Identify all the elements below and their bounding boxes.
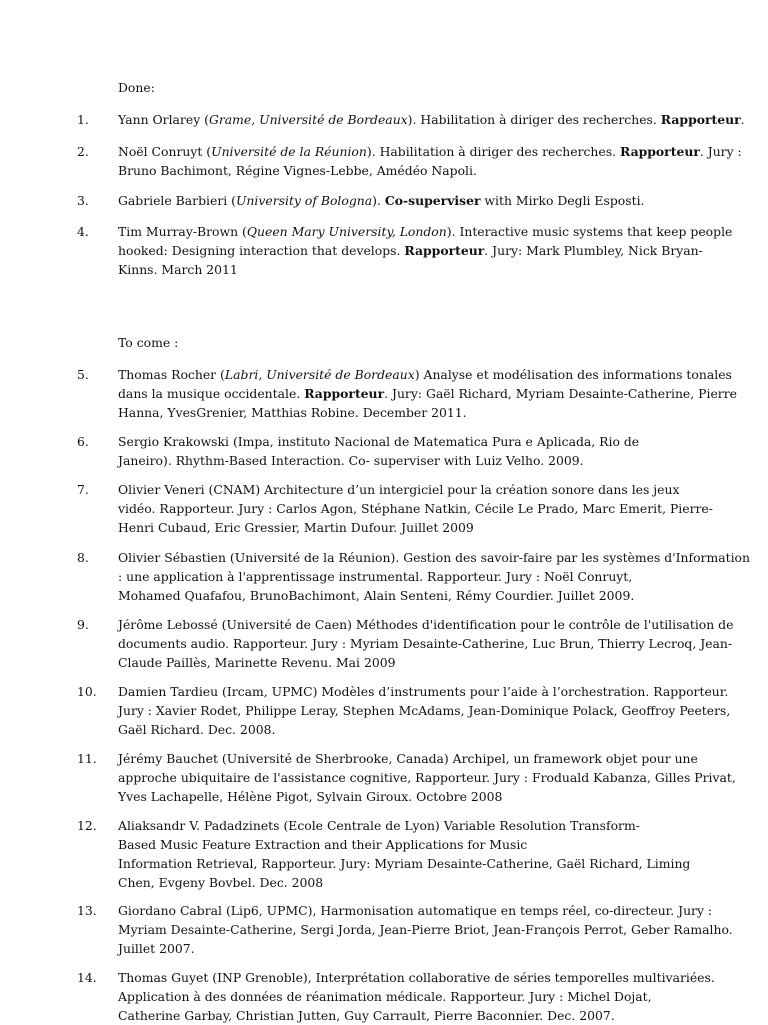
item-text bbox=[118, 110, 745, 129]
item-text bbox=[118, 548, 750, 605]
item-text-line bbox=[118, 241, 730, 260]
text-segment: Sergio Krakowski (Impa, instituto Nacional de Matematica Pura e Aplicada, Rio de bbox=[118, 434, 640, 449]
text-segment: with Mirko Degli Esposti. bbox=[480, 193, 645, 208]
text-segment: Application à des données de réanimation médicale. Rapporteur. Jury : Michel Dojat, bbox=[118, 989, 652, 1004]
item-number: 10. bbox=[77, 684, 97, 699]
item-text-line bbox=[118, 787, 730, 806]
item-number: 13. bbox=[77, 903, 97, 918]
item-text-line bbox=[118, 432, 730, 451]
text-segment: Thomas Guyet (INP Grenoble), Interprétation collaborative de séries temporelles multivariées. bbox=[118, 970, 715, 985]
text-segment: ). Habilitation à diriger des recherches. bbox=[366, 144, 620, 159]
text-segment: dans la musique occidentale. bbox=[118, 386, 305, 401]
affiliation-text: University of Bologna bbox=[235, 193, 373, 208]
item-text bbox=[118, 432, 730, 470]
item-text bbox=[118, 142, 742, 180]
item-text bbox=[118, 816, 730, 892]
item-text-line bbox=[118, 901, 730, 920]
text-segment: Chen, Evgeny Bovbel. Dec. 2008 bbox=[118, 875, 324, 890]
text-segment: Janeiro). Rhythm-Based Interaction. Co- superviser with Luiz Velho. 2009. bbox=[118, 453, 584, 468]
text-segment: ). Habilitation à diriger des recherches. bbox=[407, 112, 661, 127]
item-text-line bbox=[118, 682, 730, 701]
text-segment: . Jury: Gaël Richard, Myriam Desainte-Catherine, Pierre bbox=[384, 386, 737, 401]
text-segment: ). bbox=[372, 193, 385, 208]
text-segment: documents audio. Rapporteur. Jury : Myriam Desainte-Catherine, Luc Brun, Thierry Lecroq, Jean- bbox=[118, 636, 733, 651]
text-segment: Aliaksandr V. Padadzinets (Ecole Centrale de Lyon) Variable Resolution Transform- bbox=[118, 818, 640, 833]
text-segment: Olivier Sébastien (Université de la Réunion). Gestion des savoir-faire par les systèmes d'Information bbox=[118, 550, 750, 565]
item-text-line bbox=[118, 768, 736, 787]
text-segment: ). Interactive music systems that keep people bbox=[446, 224, 733, 239]
text-segment: . Jury: Mark Plumbley, Nick Bryan- bbox=[484, 243, 703, 258]
item-text-line bbox=[118, 260, 730, 279]
text-segment: . bbox=[740, 112, 745, 127]
text-segment: Gabriele Barbieri ( bbox=[118, 193, 236, 208]
affiliation-text: Université de la Réunion bbox=[211, 144, 367, 159]
text-segment: Yves Lachapelle, Hélène Pigot, Sylvain Giroux. Octobre 2008 bbox=[118, 789, 503, 804]
item-text-line bbox=[118, 615, 734, 634]
item-number: 7. bbox=[77, 482, 89, 497]
item-number: 4. bbox=[77, 224, 89, 239]
affiliation-text: Labri, Université de Bordeaux bbox=[224, 367, 415, 382]
item-text bbox=[118, 365, 737, 422]
item-text-line bbox=[118, 720, 730, 739]
text-segment: Tim Murray-Brown ( bbox=[118, 224, 247, 239]
item-text bbox=[118, 222, 733, 279]
item-text-line bbox=[118, 499, 730, 518]
item-number: 3. bbox=[77, 193, 89, 208]
bold-text: Co-superviser bbox=[384, 193, 481, 208]
text-segment: Noël Conruyt ( bbox=[118, 144, 212, 159]
affiliation-text: Grame, Université de Bordeaux bbox=[208, 112, 408, 127]
item-text-line bbox=[118, 451, 730, 470]
bold-text: Rapporteur bbox=[304, 386, 385, 401]
text-segment: Giordano Cabral (Lip6, UPMC), Harmonisation automatique en temps réel, co-directeur. Jury : bbox=[118, 903, 713, 918]
item-text-line bbox=[118, 920, 733, 939]
text-segment: vidéo. Rapporteur. Jury : Carlos Agon, Stéphane Natkin, Cécile Le Prado, Marc Emerit, Pierre- bbox=[118, 501, 713, 516]
item-text-line bbox=[118, 161, 730, 180]
item-text-line bbox=[118, 142, 742, 161]
item-text-line bbox=[118, 968, 730, 987]
text-segment: Based Music Feature Extraction and their Applications for Music bbox=[118, 837, 528, 852]
item-number: 5. bbox=[77, 367, 89, 382]
text-segment: Information Retrieval, Rapporteur. Jury: Myriam Desainte-Catherine, Gaël Richard, Liming bbox=[118, 856, 691, 871]
item-number: 1. bbox=[77, 112, 89, 127]
text-segment: Jérémy Bauchet (Université de Sherbrooke, Canada) Archipel, un framework objet pour une bbox=[118, 751, 698, 766]
text-segment: Jury : Xavier Rodet, Philippe Leray, Stephen McAdams, Jean-Dominique Polack, Geoffroy Peeters, bbox=[118, 703, 731, 718]
item-text-line bbox=[118, 653, 730, 672]
bold-text: Rapporteur bbox=[660, 112, 741, 127]
item-text-line bbox=[118, 191, 730, 210]
item-text-line bbox=[118, 987, 730, 1006]
item-text-line bbox=[118, 835, 730, 854]
text-segment: : une application à l'apprentissage instrumental. Rapporteur. Jury : Noël Conruyt, bbox=[118, 569, 633, 584]
item-text-line bbox=[118, 403, 730, 422]
item-number: 11. bbox=[77, 751, 97, 766]
item-text-line bbox=[118, 548, 750, 567]
text-segment: hooked: Designing interaction that develops. bbox=[118, 243, 405, 258]
affiliation-text: Queen Mary University, London bbox=[246, 224, 447, 239]
text-segment: Olivier Veneri (CNAM) Architecture d’un intergiciel pour la création sonore dans les jeux bbox=[118, 482, 680, 497]
item-text-line bbox=[118, 222, 733, 241]
item-text-line bbox=[118, 518, 730, 537]
item-text-line bbox=[118, 365, 730, 384]
text-segment: . Jury : bbox=[699, 144, 742, 159]
item-number: 6. bbox=[77, 434, 89, 449]
text-segment: Yann Orlarey ( bbox=[118, 112, 209, 127]
text-segment: Claude Paillès, Marinette Revenu. Mai 2009 bbox=[118, 655, 396, 670]
item-text-line bbox=[118, 480, 730, 499]
text-segment: Myriam Desainte-Catherine, Sergi Jorda, Jean-Pierre Briot, Jean-François Perrot, Geber Ramalho. bbox=[118, 922, 733, 937]
item-number: 12. bbox=[77, 818, 97, 833]
item-text-line bbox=[118, 110, 745, 129]
item-text-line bbox=[118, 634, 733, 653]
done-heading: Done: bbox=[118, 80, 155, 95]
text-segment: Damien Tardieu (Ircam, UPMC) Modèles d’instruments pour l’aide à l’orchestration. Rapporteur. bbox=[118, 684, 729, 699]
text-segment: Mohamed Quafafou, BrunoBachimont, Alain Senteni, Rémy Courdier. Juillet 2009. bbox=[118, 588, 635, 603]
text-segment: approche ubiquitaire de l'assistance cognitive, Rapporteur. Jury : Froduald Kabanza, Gilles Privat, bbox=[118, 770, 736, 785]
item-text-line bbox=[118, 873, 730, 892]
text-segment: Jérôme Lebossé (Université de Caen) Méthodes d'identification pour le contrôle de l'utilisation de bbox=[118, 617, 734, 632]
item-number: 8. bbox=[77, 550, 89, 565]
bold-text: Rapporteur bbox=[404, 243, 485, 258]
item-number: 2. bbox=[77, 144, 89, 159]
text-segment: Bruno Bachimont, Régine Vignes-Lebbe, Amédéo Napoli. bbox=[118, 163, 477, 178]
text-segment: Gaël Richard. Dec. 2008. bbox=[118, 722, 276, 737]
item-text-line bbox=[118, 701, 730, 720]
item-number: 14. bbox=[77, 970, 97, 985]
text-segment: Hanna, YvesGrenier, Matthias Robine. December 2011. bbox=[118, 405, 467, 420]
item-text bbox=[118, 901, 733, 958]
item-text bbox=[118, 682, 730, 739]
text-segment: Henri Cubaud, Eric Gressier, Martin Dufour. Juillet 2009 bbox=[118, 520, 474, 535]
item-text bbox=[118, 480, 730, 537]
text-segment: ) Analyse et modélisation des informations tonales bbox=[414, 367, 732, 382]
item-text-line bbox=[118, 567, 730, 586]
bold-text: Rapporteur bbox=[619, 144, 700, 159]
item-text-line bbox=[118, 816, 730, 835]
item-number: 9. bbox=[77, 617, 89, 632]
to-come-heading: To come : bbox=[118, 335, 179, 350]
item-text-line bbox=[118, 854, 730, 873]
item-text-line bbox=[118, 749, 730, 768]
item-text-line bbox=[118, 939, 730, 958]
text-segment: Thomas Rocher ( bbox=[118, 367, 225, 382]
item-text-line bbox=[118, 586, 730, 605]
text-segment: Kinns. March 2011 bbox=[118, 262, 238, 277]
item-text-line bbox=[118, 1006, 730, 1025]
item-text bbox=[118, 615, 734, 672]
item-text bbox=[118, 191, 730, 210]
text-segment: Juillet 2007. bbox=[118, 941, 195, 956]
text-segment: Catherine Garbay, Christian Jutten, Guy Carrault, Pierre Baconnier. Dec. 2007. bbox=[118, 1008, 615, 1023]
item-text bbox=[118, 749, 736, 806]
item-text bbox=[118, 968, 730, 1025]
item-text-line bbox=[118, 384, 737, 403]
